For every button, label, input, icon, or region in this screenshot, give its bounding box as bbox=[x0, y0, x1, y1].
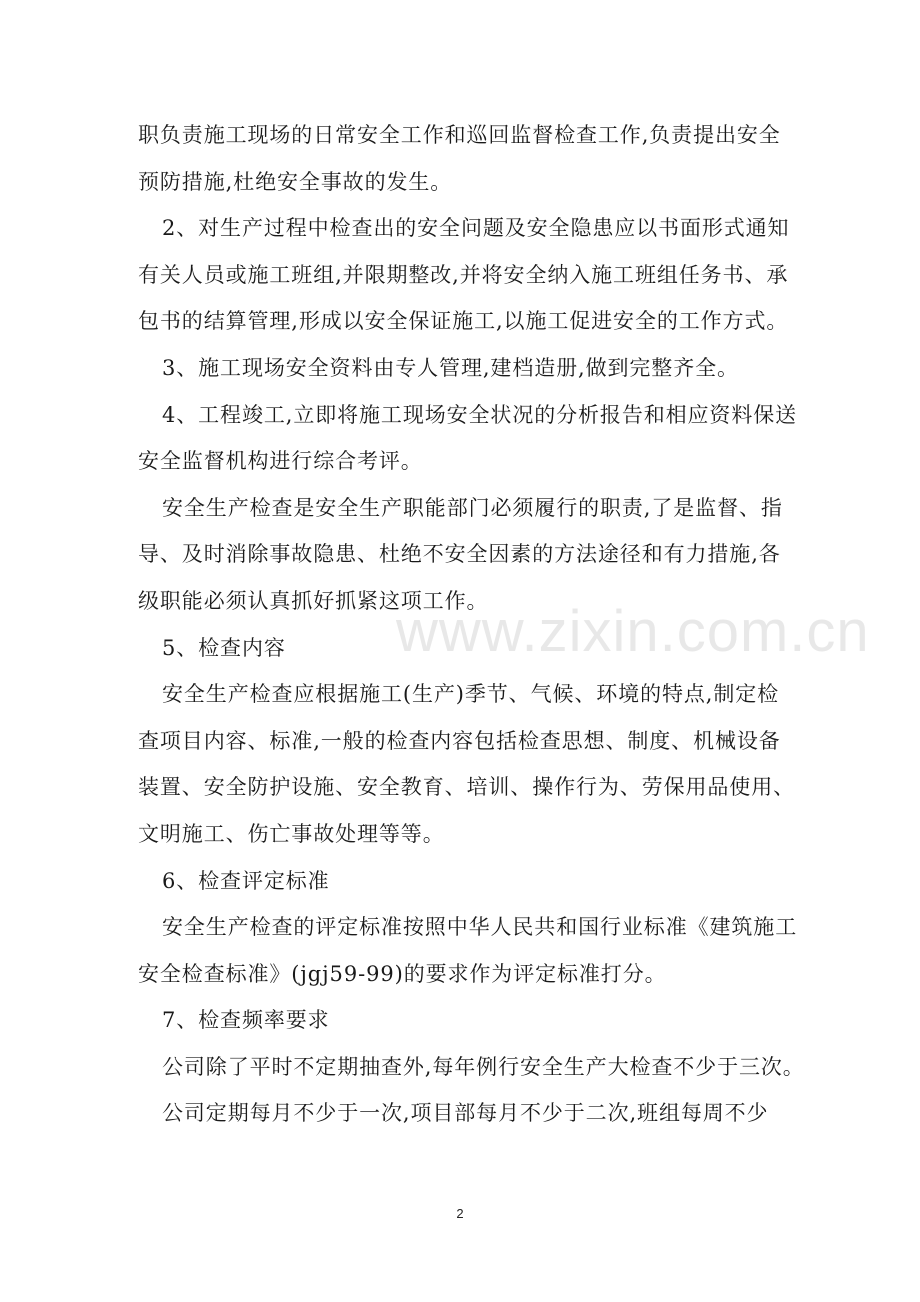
text-line: 公司除了平时不定期抽查外,每年例行安全生产大检查不少于三次。 bbox=[162, 1054, 805, 1079]
watermark: www.zixin.com.cn bbox=[396, 599, 870, 664]
page-number: 2 bbox=[456, 1206, 464, 1221]
text-line: 2、对生产过程中检查出的安全问题及安全隐患应以书面形式通知 bbox=[162, 216, 790, 241]
text-line: 有关人员或施工班组,并限期整改,并将安全纳入施工班组任务书、承 bbox=[138, 262, 789, 287]
text-line: 包书的结算管理,形成以安全保证施工,以施工促进安全的工作方式。 bbox=[138, 309, 789, 334]
text-line: 职负责施工现场的日常安全工作和巡回监督检查工作,负责提出安全 bbox=[138, 123, 781, 147]
text-line: 文明施工、伤亡事故处理等等。 bbox=[138, 821, 445, 846]
text-line: 安全生产检查应根据施工(生产)季节、气候、环境的特点,制定检 bbox=[162, 682, 780, 707]
text-line: 级职能必须认真抓好抓紧这项工作。 bbox=[138, 588, 489, 613]
text-line: 5、检查内容 bbox=[162, 635, 286, 660]
text-line: 查项目内容、标准,一般的检查内容包括检查思想、制度、机械设备 bbox=[138, 728, 781, 753]
text-line: 安全生产检查的评定标准按照中华人民共和国行业标准《建筑施工 bbox=[162, 915, 798, 940]
text-line: 公司定期每月不少于一次,项目部每月不少于二次,班组每周不少 bbox=[162, 1101, 769, 1126]
text-line: 3、施工现场安全资料由专人管理,建档造册,做到完整齐全。 bbox=[162, 355, 739, 380]
text-line: 安全生产检查是安全生产职能部门必须履行的职责,了是监督、指 bbox=[162, 495, 783, 520]
text-line: 安全监督机构进行综合考评。 bbox=[138, 449, 423, 474]
text-line: 预防措施,杜绝安全事故的发生。 bbox=[138, 169, 453, 194]
text-line: 安全检查标准》(jgj59-99)的要求作为评定标准打分。 bbox=[138, 961, 667, 986]
text-line: 导、及时消除事故隐患、杜绝不安全因素的方法途径和有力措施,各 bbox=[138, 542, 781, 567]
text-line: 4、工程竣工,立即将施工现场安全状况的分析报告和相应资料保送 bbox=[162, 402, 798, 427]
text-line: 7、检查频率要求 bbox=[162, 1008, 330, 1033]
text-line: 装置、安全防护设施、安全教育、培训、操作行为、劳保用品使用、 bbox=[138, 775, 795, 800]
text-line: 6、检查评定标准 bbox=[162, 868, 330, 893]
